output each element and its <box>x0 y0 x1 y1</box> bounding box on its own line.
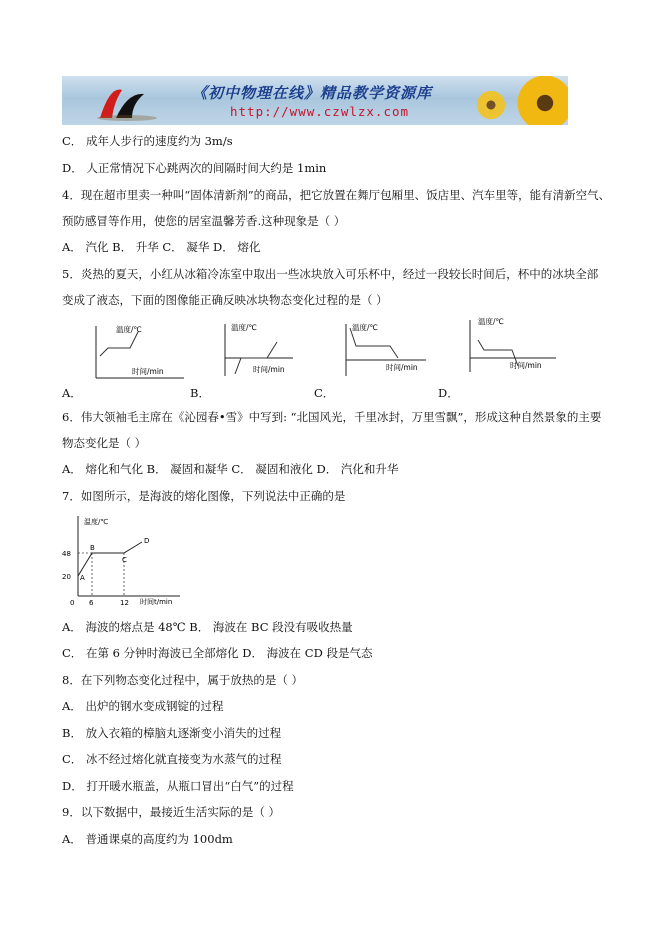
q3-option-c: C． 成年人步行的速度约为 3m/s <box>62 134 233 148</box>
q3-option-d: D． 人正常情况下心跳两次的间隔时间大约是 1min <box>62 161 327 175</box>
q8-option-b: B． 放入衣箱的樟脑丸逐渐变小消失的过程 <box>62 726 282 740</box>
q7-xtick-0: 0 <box>70 599 75 607</box>
q7-point-b: B <box>90 544 95 552</box>
sunflower-small-icon <box>474 88 508 122</box>
q7-point-d: D <box>144 537 150 545</box>
q6-options: A． 熔化和气化 B． 凝固和凝华 C． 凝固和液化 D． 汽化和升华 <box>62 462 399 476</box>
q5d-xlabel: 时间/min <box>510 361 542 370</box>
q7-options-ab: A． 海波的熔点是 48℃ B． 海波在 BC 段没有吸收热量 <box>62 620 353 634</box>
q4-stem-line2: 预防感冒等作用，使您的居室温馨芳香.这种现象是（ ） <box>62 214 346 228</box>
q5-stem-line1: 5．炎热的夏天，小红从冰箱冷冻室中取出一些冰块放入可乐杯中，经过一段较长时间后，杯中的冰块全部 <box>62 267 599 281</box>
q6-stem-line1: 6．伟大领袖毛主席在《沁园春•雪》中写到: “北国风光，千里冰封，万里雪飘”，形成这种自然景象的主要 <box>62 410 602 424</box>
q5-graph-a <box>78 320 188 382</box>
q5-graph-c <box>330 318 440 380</box>
banner-url: http://www.czwlzx.com <box>230 104 410 119</box>
q8-stem: 8．在下列物态变化过程中，属于放热的是（ ） <box>62 673 303 687</box>
logo-icon <box>92 80 162 122</box>
q9-option-a: A． 普通课桌的高度约为 100dm <box>62 832 233 846</box>
q8-option-c: C． 冰不经过熔化就直接变为水蒸气的过程 <box>62 752 282 766</box>
q5-stem-line2: 变成了液态，下面的图像能正确反映冰块物态变化过程的是（ ） <box>62 293 388 307</box>
q5-option-b: B． <box>190 386 210 400</box>
q7-options-cd: C． 在第 6 分钟时海波已全部熔化 D． 海波在 CD 段是气态 <box>62 646 373 660</box>
q7-ylabel: 温度/℃ <box>84 518 109 526</box>
q5b-ylabel: 温度/℃ <box>231 323 257 332</box>
q5-option-d: D． <box>438 386 459 400</box>
q5c-ylabel: 温度/℃ <box>352 323 378 332</box>
q7-xtick-6: 6 <box>89 599 94 607</box>
q7-point-c: C <box>122 556 127 564</box>
q7-stem: 7．如图所示，是海波的熔化图像，下列说法中正确的是 <box>62 489 346 503</box>
q7-ytick-20: 20 <box>62 573 71 581</box>
q8-option-d: D． 打开暖水瓶盖，从瓶口冒出“白气”的过程 <box>62 779 294 793</box>
q5a-xlabel: 时间/min <box>132 367 164 376</box>
q5-option-a: A． <box>62 386 82 400</box>
q5-option-c: C． <box>314 386 335 400</box>
q7-ytick-48: 48 <box>62 550 71 558</box>
q7-point-a: A <box>80 574 85 582</box>
q7-xlabel: 时间t/min <box>140 598 173 606</box>
sunflower-icon <box>510 76 568 125</box>
q4-stem-line1: 4．现在超市里卖一种叫“固体清新剂”的商品，把它放置在舞厅包厢里、饭店里、汽车里等，能有清新空气、 <box>62 188 611 202</box>
q9-stem: 9．以下数据中，最接近生活实际的是（ ） <box>62 805 280 819</box>
q7-xtick-12: 12 <box>120 599 129 607</box>
q7-melting-graph <box>58 512 188 608</box>
q5c-xlabel: 时间/min <box>386 363 418 372</box>
q5-graph-d <box>460 314 570 376</box>
q5d-ylabel: 温度/℃ <box>478 317 504 326</box>
q6-stem-line2: 物态变化是（ ） <box>62 436 147 450</box>
q5b-xlabel: 时间/min <box>253 365 285 374</box>
q5a-ylabel: 温度/℃ <box>116 325 142 334</box>
banner-title: 《初中物理在线》精品教学资源库 <box>192 84 433 102</box>
q5-graph-b <box>205 318 310 380</box>
q8-option-a: A． 出炉的钢水变成钢锭的过程 <box>62 699 224 713</box>
q4-options: A． 汽化 B． 升华 C． 凝华 D． 熔化 <box>62 240 261 254</box>
header-banner <box>62 76 568 125</box>
